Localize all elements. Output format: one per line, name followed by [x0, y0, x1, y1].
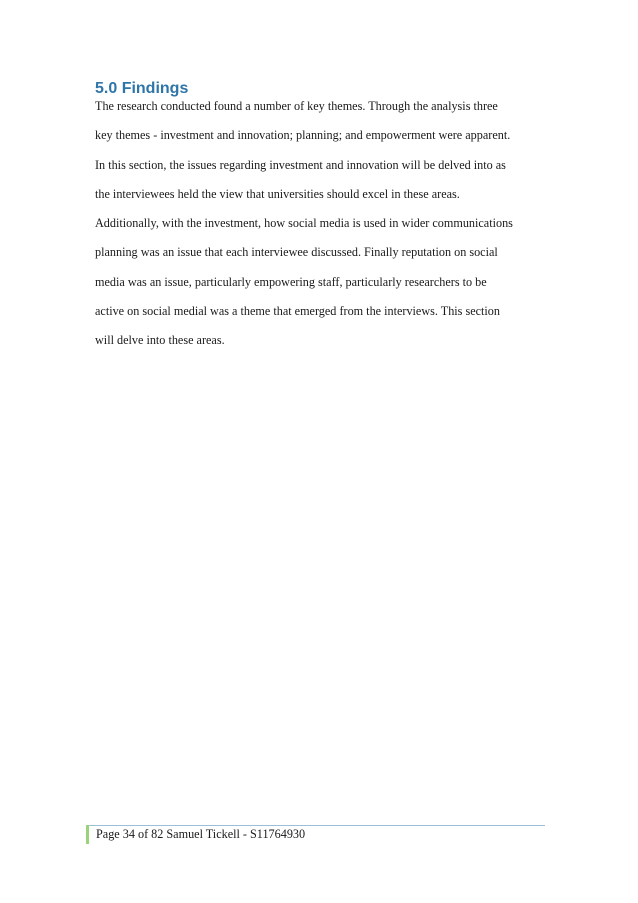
page-footer — [86, 825, 386, 844]
paragraph-line: the interviewees held the view that universities should excel in these areas. — [95, 186, 460, 201]
paragraph-line: will delve into these areas. — [95, 333, 225, 348]
section-heading: 5.0 Findings — [95, 80, 189, 97]
paragraph-line: planning was an issue that each interviewee discussed. Finally reputation on social — [95, 245, 498, 260]
paragraph-line: key themes - investment and innovation; planning; and empowerment were apparent. — [95, 128, 511, 143]
paragraph-line: In this section, the issues regarding investment and innovation will be delved into as — [95, 157, 506, 172]
footer-text: Page 34 of 82 Samuel Tickell - S11764930 — [96, 827, 306, 841]
paragraph-line: Additionally, with the investment, how social media is used in wider communications — [95, 216, 513, 231]
paragraph-line: active on social medial was a theme that emerged from the interviews. This section — [95, 304, 500, 319]
paragraph-line: media was an issue, particularly empowering staff, particularly researchers to be — [95, 274, 487, 289]
body-paragraph — [95, 94, 555, 358]
paragraph-line: The research conducted found a number of key themes. Through the analysis three — [95, 99, 498, 113]
